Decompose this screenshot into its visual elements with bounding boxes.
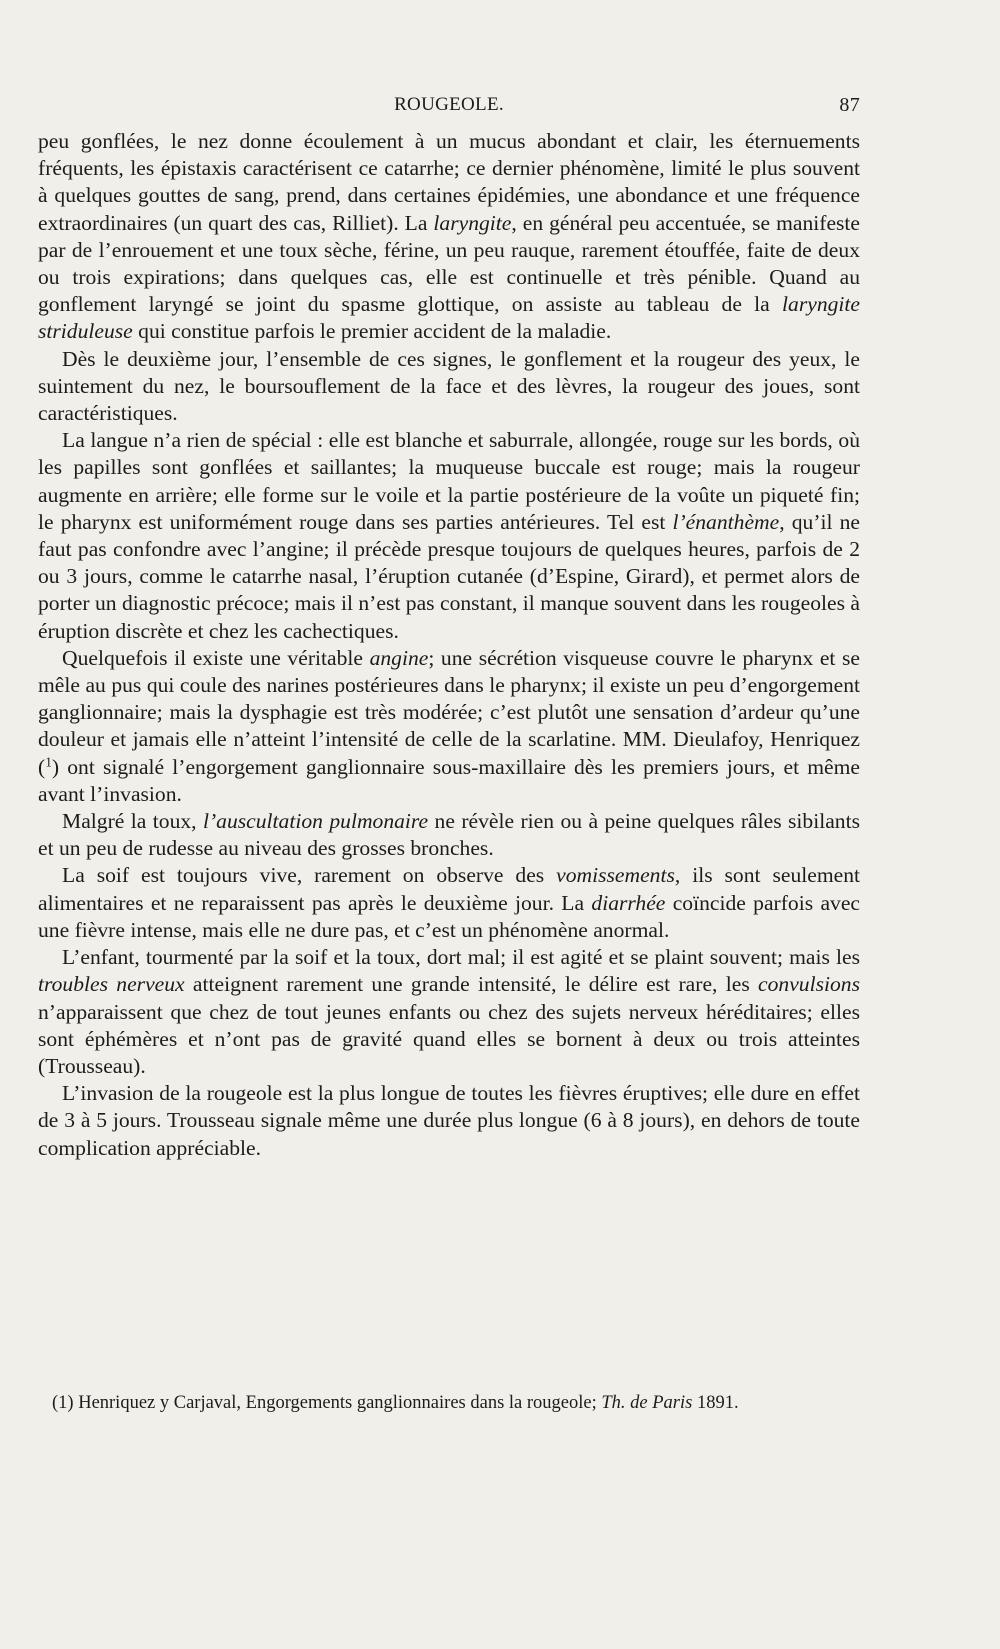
italic-term: l’auscultation pulmonaire xyxy=(202,809,429,834)
italic-term: troubles nerveux xyxy=(38,972,185,997)
italic-term: laryngite striduleuse xyxy=(38,292,860,344)
page-number: 87 xyxy=(839,94,860,116)
text-run: , qu’il ne faut pas confondre avec l’angine; il précède presque toujours de quelques heures, parfois de 2 ou 3 jours, comme le catarrhe nasal, l’éruption cutanée (d’Espine, Girard), et permet alors de porter un diagnostic précoce; mais il n’est pas constant, il manque souvent dans les rougeoles à éruption discrète et chez les cachectiques. xyxy=(38,509,860,643)
paragraph xyxy=(38,346,860,428)
text-run: , ils sont seulement alimentaires et ne reparaissent pas après le deuxième jour. La xyxy=(38,863,860,915)
running-title: ROUGEOLE. xyxy=(394,94,504,115)
text-run: atteignent rarement une grande intensité, le délire est rare, les xyxy=(184,972,759,997)
text-run: La soif est toujours vive, rarement on observe des xyxy=(62,863,557,888)
footnote-reference: 1 xyxy=(45,754,52,770)
text-run: qui constitue parfois le premier accident de la maladie. xyxy=(132,319,612,344)
text-run: n’apparaissent que chez de tout jeunes enfants ou chez des sujets nerveux héréditaires; elles sont éphémères et n’ont pas de gravité quand elles se bornent à deux ou trois atteintes (Trousseau). xyxy=(38,999,860,1078)
text-run: coïncide parfois avec une fièvre intense, mais elle ne dure pas, et c’est un phénomène anormal. xyxy=(38,890,860,942)
text-run: La langue n’a rien de spécial : elle est blanche et saburrale, allongée, rouge sur les bords, où les papilles sont gonflées et saillantes; la muqueuse buccale est rouge; mais la rougeur augmente en arrière; elle forme sur le voile et la partie postérieure de la voûte un piqueté fin; le pharynx est uniformément rouge dans ses parties antérieures. Tel est xyxy=(38,428,860,534)
text-run: Quelquefois il existe une véritable xyxy=(62,645,370,670)
italic-term: convulsions xyxy=(758,972,860,997)
paragraph xyxy=(38,808,860,862)
paragraph xyxy=(38,1080,860,1162)
text-run: Malgré la toux, xyxy=(62,809,203,834)
text-run: ne révèle rien ou à peine quelques râles sibilants et un peu de rudesse au niveau des grosses bronches. xyxy=(38,809,860,861)
paragraph xyxy=(38,645,860,808)
running-header xyxy=(38,94,860,124)
text-run: Dès le deuxième jour, l’ensemble de ces signes, le gonflement et la rougeur des yeux, le suintement du nez, le boursouflement de la face et des lèvres, la rougeur des joues, sont caractéristiques. xyxy=(38,346,860,426)
italic-term: diarrhée xyxy=(591,890,666,915)
italic-term: vomissements xyxy=(556,863,675,888)
text-run: Henriquez y Carjaval, Engorgements ganglionnaires dans la rougeole; xyxy=(73,1393,602,1413)
text-run: (1) xyxy=(52,1393,74,1413)
italic-term: l’énanthème xyxy=(672,509,780,534)
italic-term: laryngite xyxy=(433,210,512,235)
text-run: 1891. xyxy=(692,1393,739,1413)
footnote xyxy=(38,1392,860,1414)
text-run: ; une sécrétion visqueuse couvre le pharynx et se mêle au pus qui coule des narines postérieures dans le pharynx; il existe un peu d’engorgement ganglionnaire; mais la dysphagie est très modérée; c’est plutôt une sensation d’ardeur qu’une douleur et jamais elle n’atteint l’intensité de celle de la scarlatine. MM. Dieulafoy, Henriquez ( xyxy=(38,645,860,779)
text-run: ) ont signalé l’engorgement ganglionnaire sous-maxillaire dès les premiers jours, et même avant l’invasion. xyxy=(38,754,860,806)
paragraph xyxy=(38,128,860,346)
text-run: L’enfant, tourmenté par la soif et la toux, dort mal; il est agité et se plaint souvent; mais les xyxy=(62,945,860,970)
paragraph xyxy=(38,427,860,645)
italic-term: Th. de Paris xyxy=(601,1393,693,1413)
text-run: L’invasion de la rougeole est la plus longue de toutes les fièvres éruptives; elle dure en effet de 3 à 5 jours. Trousseau signale même une durée plus longue (6 à 8 jours), en dehors de toute complication appréciable. xyxy=(38,1081,860,1160)
paragraph xyxy=(38,862,860,944)
text-run: , en général peu accentuée, se manifeste par de l’enrouement et une toux sèche, férine, un peu rauque, rarement étouffée, faite de deux ou trois expirations; dans quelques cas, elle est continuelle et très pénible. Quand au gonflement laryngé se joint du spasme glottique, on assiste au tableau de la xyxy=(38,210,861,317)
text-run: peu gonflées, le nez donne écoulement à un mucus abondant et clair, les éternuements fréquents, les épistaxis caractérisent ce catarrhe; ce dernier phénomène, limité le plus souvent à quelques gouttes de sang, prend, dans certaines épidémies, une abondance et une fréquence extraordinaires (un quart des cas, Rilliet). La xyxy=(38,129,860,235)
body-text xyxy=(38,128,860,1162)
paragraph xyxy=(38,944,860,1080)
italic-term: angine xyxy=(369,645,429,670)
